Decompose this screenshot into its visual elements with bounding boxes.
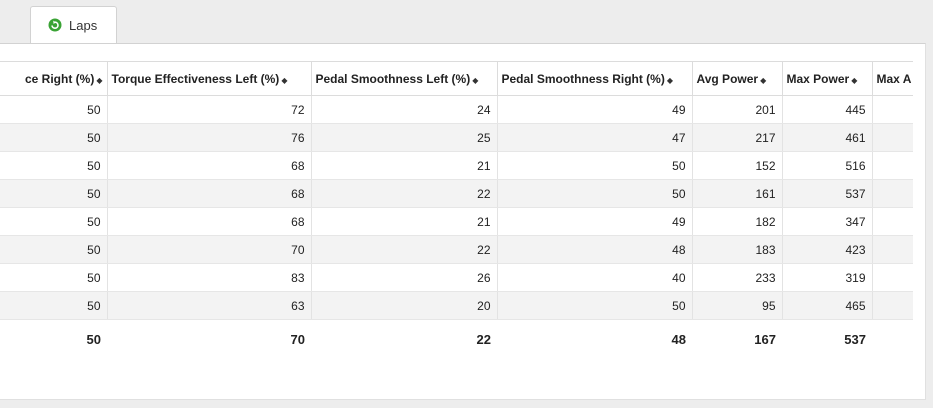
table-cell bbox=[872, 96, 913, 124]
table-cell: 49 bbox=[497, 96, 692, 124]
table-row[interactable] bbox=[0, 124, 913, 152]
refresh-arrow-icon bbox=[48, 18, 62, 32]
column-header[interactable]: Max A bbox=[872, 62, 913, 96]
table-cell: 22 bbox=[311, 236, 497, 264]
sort-icon: ◆ bbox=[96, 75, 103, 85]
table-cell bbox=[872, 180, 913, 208]
table-cell: 40 bbox=[497, 264, 692, 292]
table-cell bbox=[872, 320, 913, 359]
table-row[interactable] bbox=[0, 236, 913, 264]
table-cell: 48 bbox=[497, 320, 692, 359]
table-cell: 68 bbox=[107, 180, 311, 208]
tab-laps[interactable] bbox=[30, 6, 117, 43]
column-header[interactable]: Pedal Smoothness Right (%) ◆ bbox=[497, 62, 692, 96]
table-cell: 183 bbox=[692, 236, 782, 264]
table-header-row bbox=[0, 62, 913, 96]
table-cell: 537 bbox=[782, 180, 872, 208]
tab-bar bbox=[0, 0, 933, 44]
column-header[interactable]: Avg Power ◆ bbox=[692, 62, 782, 96]
table-cell: 182 bbox=[692, 208, 782, 236]
laps-table-container[interactable] bbox=[0, 61, 913, 361]
sort-icon: ◆ bbox=[281, 75, 288, 85]
table-cell: 50 bbox=[0, 264, 107, 292]
table-row[interactable] bbox=[0, 264, 913, 292]
table-cell: 465 bbox=[782, 292, 872, 320]
table-cell bbox=[872, 264, 913, 292]
table-cell: 50 bbox=[497, 292, 692, 320]
table-cell: 50 bbox=[0, 208, 107, 236]
table-cell: 445 bbox=[782, 96, 872, 124]
table-row[interactable] bbox=[0, 180, 913, 208]
column-header[interactable]: Max Power ◆ bbox=[782, 62, 872, 96]
table-cell: 50 bbox=[0, 124, 107, 152]
column-header[interactable]: Pedal Smoothness Left (%) ◆ bbox=[311, 62, 497, 96]
table-cell: 50 bbox=[0, 180, 107, 208]
table-cell: 76 bbox=[107, 124, 311, 152]
table-cell bbox=[872, 152, 913, 180]
table-cell: 50 bbox=[0, 320, 107, 359]
table-cell: 26 bbox=[311, 264, 497, 292]
table-cell: 461 bbox=[782, 124, 872, 152]
laps-table bbox=[0, 61, 913, 358]
table-cell: 50 bbox=[0, 292, 107, 320]
table-row[interactable] bbox=[0, 152, 913, 180]
table-cell: 347 bbox=[782, 208, 872, 236]
table-cell: 161 bbox=[692, 180, 782, 208]
table-cell: 217 bbox=[692, 124, 782, 152]
table-cell: 21 bbox=[311, 152, 497, 180]
table-cell: 50 bbox=[497, 180, 692, 208]
table-cell: 72 bbox=[107, 96, 311, 124]
table-cell: 70 bbox=[107, 320, 311, 359]
table-cell: 48 bbox=[497, 236, 692, 264]
table-cell: 50 bbox=[0, 152, 107, 180]
table-cell: 68 bbox=[107, 152, 311, 180]
table-cell: 516 bbox=[782, 152, 872, 180]
table-cell: 49 bbox=[497, 208, 692, 236]
table-cell: 537 bbox=[782, 320, 872, 359]
sort-icon: ◆ bbox=[666, 75, 674, 85]
table-cell: 63 bbox=[107, 292, 311, 320]
table-cell: 50 bbox=[0, 236, 107, 264]
sort-icon: ◆ bbox=[760, 75, 767, 85]
table-row[interactable] bbox=[0, 292, 913, 320]
table-cell: 233 bbox=[692, 264, 782, 292]
table-cell: 21 bbox=[311, 208, 497, 236]
table-cell: 24 bbox=[311, 96, 497, 124]
table-cell: 68 bbox=[107, 208, 311, 236]
table-cell: 47 bbox=[497, 124, 692, 152]
table-cell: 201 bbox=[692, 96, 782, 124]
table-cell: 25 bbox=[311, 124, 497, 152]
sort-icon: ◆ bbox=[472, 75, 479, 85]
table-cell: 423 bbox=[782, 236, 872, 264]
table-cell: 22 bbox=[311, 180, 497, 208]
table-cell: 95 bbox=[692, 292, 782, 320]
table-cell: 20 bbox=[311, 292, 497, 320]
column-header[interactable]: Torque Effectiveness Left (%) ◆ bbox=[107, 62, 311, 96]
table-cell bbox=[872, 208, 913, 236]
table-row[interactable] bbox=[0, 96, 913, 124]
table-cell: 70 bbox=[107, 236, 311, 264]
totals-row bbox=[0, 320, 913, 359]
tab-label: Laps bbox=[69, 17, 98, 33]
table-cell: 167 bbox=[692, 320, 782, 359]
sort-icon: ◆ bbox=[851, 75, 858, 85]
table-cell bbox=[872, 292, 913, 320]
laps-panel bbox=[0, 43, 926, 400]
table-row[interactable] bbox=[0, 208, 913, 236]
table-cell: 83 bbox=[107, 264, 311, 292]
table-cell bbox=[872, 124, 913, 152]
table-cell: 50 bbox=[0, 96, 107, 124]
table-cell bbox=[872, 236, 913, 264]
table-cell: 319 bbox=[782, 264, 872, 292]
table-cell: 22 bbox=[311, 320, 497, 359]
table-cell: 152 bbox=[692, 152, 782, 180]
table-cell: 50 bbox=[497, 152, 692, 180]
column-header[interactable]: ce Right (%) ◆ bbox=[0, 62, 107, 96]
